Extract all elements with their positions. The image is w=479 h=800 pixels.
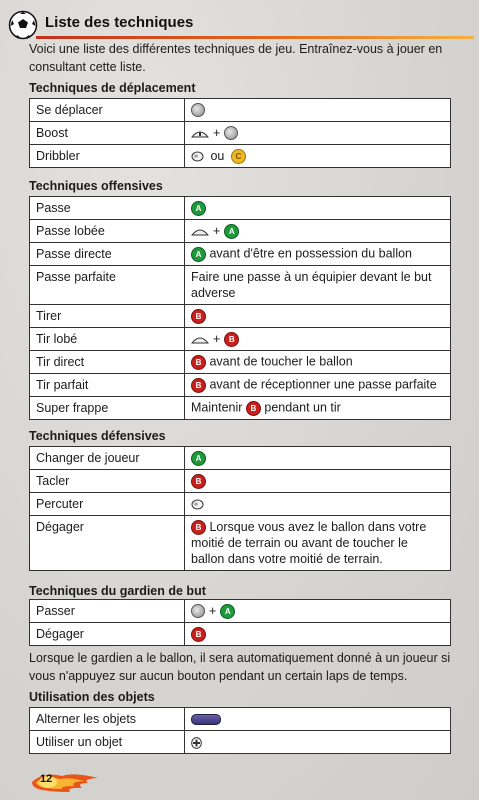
- row-label: Utiliser un objet: [30, 731, 185, 754]
- table-row: [30, 243, 451, 266]
- section-heading-deplacement: Techniques de déplacement: [29, 81, 196, 95]
- row-label: Super frappe: [30, 397, 185, 420]
- table-row: [30, 220, 451, 243]
- row-controls: + A: [185, 600, 451, 623]
- row-controls: + A: [185, 220, 451, 243]
- r-trigger-icon: [191, 129, 209, 138]
- row-label: Tir lobé: [30, 328, 185, 351]
- control-stick-icon: [224, 126, 238, 140]
- page-number: 12: [40, 773, 53, 785]
- row-label: Tir parfait: [30, 374, 185, 397]
- table-offensives: [29, 196, 451, 420]
- b-button-icon: B: [191, 474, 206, 489]
- intro-text: Voici une liste des différentes techniques de jeu. Entraînez-vous à jouer en consultant cette liste.: [29, 42, 443, 74]
- section-heading-objets: Utilisation des objets: [29, 690, 155, 704]
- row-controls: [185, 197, 451, 220]
- table-row: [30, 305, 451, 328]
- table-row: [30, 397, 451, 420]
- table-row: [30, 197, 451, 220]
- table-row: [30, 493, 451, 516]
- c-stick-icon: [191, 499, 204, 510]
- table-row: [30, 731, 451, 754]
- row-label: Tacler: [30, 470, 185, 493]
- row-label: Dribbler: [30, 145, 185, 168]
- table-defensives: [29, 446, 451, 571]
- table-row: [30, 623, 451, 646]
- section-heading-gardien: Techniques du gardien de but: [29, 584, 206, 598]
- row-controls: [185, 145, 451, 168]
- a-button-icon: A: [191, 247, 206, 262]
- table-row: [30, 99, 451, 122]
- table-row: [30, 374, 451, 397]
- row-controls: [185, 623, 451, 646]
- c-stick-icon: [191, 151, 204, 162]
- a-button-icon: A: [191, 201, 206, 216]
- row-description: Faire une passe à un équipier devant le but adverse: [185, 266, 451, 305]
- row-controls: + B: [185, 328, 451, 351]
- row-description: avant d'être en possession du ballon: [209, 247, 413, 262]
- dpad-icon: [191, 737, 202, 749]
- table-row: [30, 708, 451, 731]
- table-row: [30, 145, 451, 168]
- b-button-icon: B: [191, 355, 206, 370]
- row-controls: [185, 516, 451, 571]
- table-objets: [29, 707, 451, 754]
- row-controls: [185, 243, 451, 266]
- r-trigger-icon: [191, 335, 209, 344]
- b-button-icon: B: [191, 309, 206, 324]
- row-label: Passe: [30, 197, 185, 220]
- row-description: Lorsque vous avez le ballon dans votre moitié de terrain ou avant de toucher le ballon dans votre moitié de terrain.: [191, 520, 427, 567]
- row-description: Maintenir: [191, 401, 243, 416]
- title-underline: [36, 36, 474, 39]
- row-label: Boost: [30, 122, 185, 145]
- row-controls: [185, 708, 451, 731]
- b-button-icon: B: [246, 401, 261, 416]
- row-label: Changer de joueur: [30, 447, 185, 470]
- section-heading-defensives: Techniques défensives: [29, 429, 166, 443]
- a-button-icon: A: [191, 451, 206, 466]
- row-label: Dégager: [30, 623, 185, 646]
- row-controls: [185, 397, 451, 420]
- row-controls: +: [185, 122, 451, 145]
- table-row: [30, 600, 451, 623]
- control-stick-icon: [191, 103, 205, 117]
- row-controls: [185, 731, 451, 754]
- row-controls: [185, 351, 451, 374]
- row-controls: [185, 305, 451, 328]
- row-label: Passe directe: [30, 243, 185, 266]
- row-controls: [185, 447, 451, 470]
- b-button-icon: B: [191, 627, 206, 642]
- table-row: [30, 122, 451, 145]
- table-row: [30, 470, 451, 493]
- soccer-ball-icon: [8, 10, 38, 40]
- table-row: [30, 447, 451, 470]
- row-label: Tirer: [30, 305, 185, 328]
- a-button-icon: A: [220, 604, 235, 619]
- row-label: Dégager: [30, 516, 185, 571]
- row-controls: [185, 374, 451, 397]
- row-label: Passe parfaite: [30, 266, 185, 305]
- c-button-icon: C: [231, 149, 246, 164]
- row-label: Se déplacer: [30, 99, 185, 122]
- control-stick-icon: [191, 604, 205, 618]
- z-button-icon: [191, 714, 221, 725]
- b-button-icon: B: [224, 332, 239, 347]
- goalkeeper-note: Lorsque le gardien a le ballon, il sera automatiquement donné à un joueur si vous n'appuyez sur aucun bouton pendant un certain laps de temps.: [29, 651, 451, 683]
- a-button-icon: A: [224, 224, 239, 239]
- row-label: Alterner les objets: [30, 708, 185, 731]
- table-deplacement: [29, 98, 451, 168]
- table-gardien: [29, 599, 451, 646]
- page-title: Liste des techniques: [45, 14, 194, 31]
- section-heading-offensives: Techniques offensives: [29, 179, 163, 193]
- b-button-icon: B: [191, 378, 206, 393]
- row-description: avant de réceptionner une passe parfaite: [209, 378, 437, 393]
- row-description: avant de toucher le ballon: [209, 355, 353, 370]
- table-row: [30, 266, 451, 305]
- row-label: Tir direct: [30, 351, 185, 374]
- b-button-icon: B: [191, 520, 206, 535]
- row-label: Percuter: [30, 493, 185, 516]
- row-label: Passer: [30, 600, 185, 623]
- row-controls: [185, 493, 451, 516]
- row-label: Passe lobée: [30, 220, 185, 243]
- table-row: [30, 328, 451, 351]
- row-description: pendant un tir: [264, 401, 341, 416]
- row-controls: [185, 99, 451, 122]
- table-row: [30, 351, 451, 374]
- r-trigger-icon: [191, 227, 209, 236]
- table-row: [30, 516, 451, 571]
- or-text: ou: [210, 149, 225, 164]
- row-controls: [185, 470, 451, 493]
- title-bar: [8, 10, 474, 40]
